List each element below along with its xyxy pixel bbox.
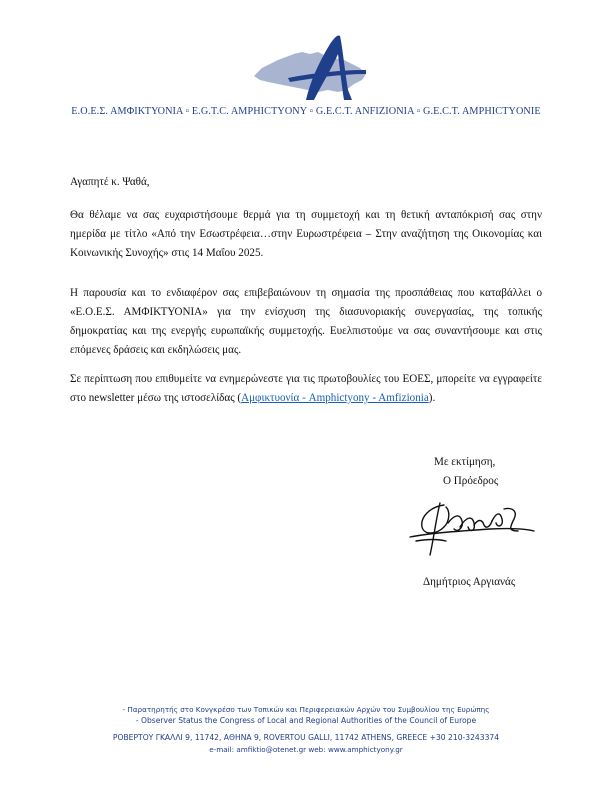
newsletter-text-before: Σε περίπτωση που επιθυμείτε να ενημερώνεστε για τις πρωτοβουλίες του ΕΟΕΣ, μπορείτε να εγγραφείτε στο newsletter μέσω της ιστοσελίδας ( — [70, 373, 542, 404]
paragraph-participation: Η παρουσία και το ενδιαφέρον σας επιβεβαιώνουν τη σημασία της προσπάθειας που καταβάλλει ο «Ε.Ο.Ε.Σ. ΑΜΦΙΚΤΥΟΝΙΑ» για την ενίσχυση της διασυνοριακής συνεργασίας, της τοπικής δημοκρατίας και της ενεργής ευρωπαϊκής συμμετοχής. Ευελπιστούμε να σας συναντήσουμε και στις επόμενες δράσεις και εκδηλώσεις μας. — [70, 287, 542, 356]
footer-observer-greek: - Παρατηρητής στο Κονγκρέσο των Τοπικών και Περιφερειακών Αρχών του Συμβουλίου της Ευρώπης — [122, 705, 490, 714]
greeting: Αγαπητέ κ. Ψαθά, — [70, 176, 150, 188]
closing-salutation: Με εκτίμηση, — [434, 456, 496, 468]
paragraph-newsletter — [70, 370, 542, 408]
paragraph-thanks: Θα θέλαμε να σας ευχαριστήσουμε θερμά για τη συμμετοχή και τη θετική ανταπόκρισή σας στην ημερίδα με τίτλο «Από την Εσωστρέφεια…στην Ευρωστρέφεια – Στην αναζήτηση της Οικονομίας και Κοινωνικής Συνοχής» στις 14 Μαΐου 2025. — [70, 209, 542, 259]
organization-names: Ε.Ο.Ε.Σ. ΑΜΦΙΚΤΥΟΝΙΑ ▫ E.G.T.C. AMPHICTYONY ▫ G.E.C.T. ANFIZIONIA ▫ G.E.C.T. AMPHICTYONIE — [71, 106, 541, 117]
footer-contact: e-mail: amfiktio@otenet.gr web: www.amphictyony.gr — [209, 745, 403, 754]
signer-name: Δημήτριος Αργιανάς — [423, 576, 516, 588]
newsletter-text-after: ). — [428, 392, 436, 404]
closing-title: Ο Πρόεδρος — [443, 475, 499, 487]
amphictyony-logo-icon — [248, 30, 378, 102]
footer-observer-english: - Observer Status the Congress of Local and Regional Authorities of the Council of Europe — [135, 716, 477, 725]
footer-address: ΡΟΒΕΡΤΟΥ ΓΚΑΛΛΙ 9, 11742, ΑΘΗΝΑ 9, ROVERTOU GALLI, 11742 ATHENS, GREECE +30 210-3243374 — [112, 733, 500, 742]
website-link[interactable]: Αμφικτυονία - Amphictyony - Amfizionia — [241, 392, 429, 404]
handwritten-signature-icon — [400, 493, 540, 563]
